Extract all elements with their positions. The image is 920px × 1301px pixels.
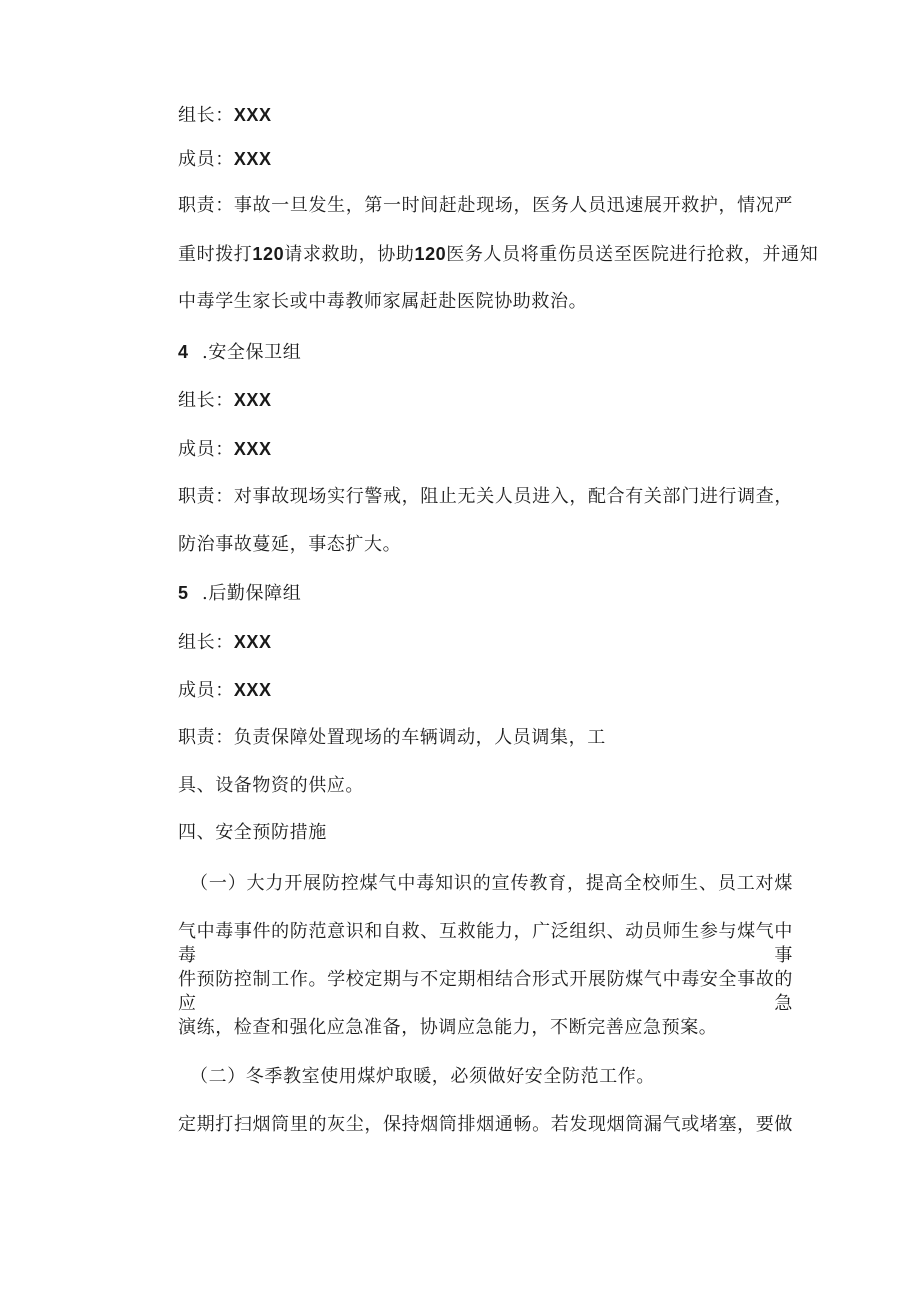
group3-leader-line [178, 103, 272, 128]
group5-duty-line-1: 职责：负责保障处置现场的车辆调动，人员调集，工 [178, 727, 606, 748]
group3-member-line [178, 147, 272, 172]
member-label: 成员： [178, 149, 234, 170]
section4-heading: 四、安全预防措施 [178, 822, 327, 843]
group3-duty-line-1: 职责：事故一旦发生，第一时间赶赴现场，医务人员迅速展开救护，情况严 [178, 195, 793, 216]
member-label: 成员： [178, 680, 234, 701]
group4-leader-line [178, 388, 272, 413]
group4-number: 4 [178, 342, 189, 362]
group4-duty-line-2: 防治事故蔓延，事态扩大。 [178, 534, 402, 555]
group4-heading [178, 340, 301, 365]
leader-value: XXX [233, 105, 272, 125]
group3-duty-line-3: 中毒学生家长或中毒教师家属赶赴医院协助救治。 [178, 291, 588, 312]
section4-item1-line-2: 气中毒事件的防范意识和自救、互救能力，广泛组织、动员师生参与煤气中毒事 [178, 921, 793, 966]
group5-member-line [178, 678, 272, 703]
member-value: XXX [233, 680, 272, 700]
member-value: XXX [233, 149, 272, 169]
group4-title: .安全保卫组 [202, 342, 302, 363]
leader-value: XXX [233, 632, 272, 652]
group4-member-line [178, 437, 272, 462]
group5-duty-line-2: 具、设备物资的供应。 [178, 775, 364, 796]
group5-heading [178, 581, 301, 606]
phone-number: 120 [414, 244, 447, 264]
leader-label: 组长： [178, 632, 234, 653]
section4-item1-line-1: （一）大力开展防控煤气中毒知识的宣传教育，提高全校师生、员工对煤 [190, 873, 793, 894]
leader-label: 组长： [178, 105, 234, 126]
leader-label: 组长： [178, 390, 234, 411]
duty-text: 请求救助，协助 [284, 244, 415, 265]
duty-text: 重时拨打 [178, 244, 253, 265]
section4-item2-line-2: 定期打扫烟筒里的灰尘，保持烟筒排烟通畅。若发现烟筒漏气或堵塞，要做 [178, 1114, 793, 1135]
group5-number: 5 [178, 583, 189, 603]
group3-duty-line-2 [178, 242, 818, 267]
section4-item2-line-1: （二）冬季教室使用煤炉取暖，必须做好安全防范工作。 [190, 1066, 655, 1087]
phone-number: 120 [252, 244, 285, 264]
section4-item1-line-3: 件预防控制工作。学校定期与不定期相结合形式开展防煤气中毒安全事故的应急 [178, 969, 793, 1014]
member-label: 成员： [178, 439, 234, 460]
duty-text: 医务人员将重伤员送至医院进行抢救，并通知 [446, 244, 819, 265]
group5-title: .后勤保障组 [202, 583, 302, 604]
leader-value: XXX [233, 390, 272, 410]
member-value: XXX [233, 439, 272, 459]
group4-duty-line-1: 职责：对事故现场实行警戒，阻止无关人员进入，配合有关部门进行调查， [178, 486, 793, 507]
section4-item1-line-4: 演练，检查和强化应急准备，协调应急能力，不断完善应急预案。 [178, 1017, 718, 1038]
group5-leader-line [178, 630, 272, 655]
